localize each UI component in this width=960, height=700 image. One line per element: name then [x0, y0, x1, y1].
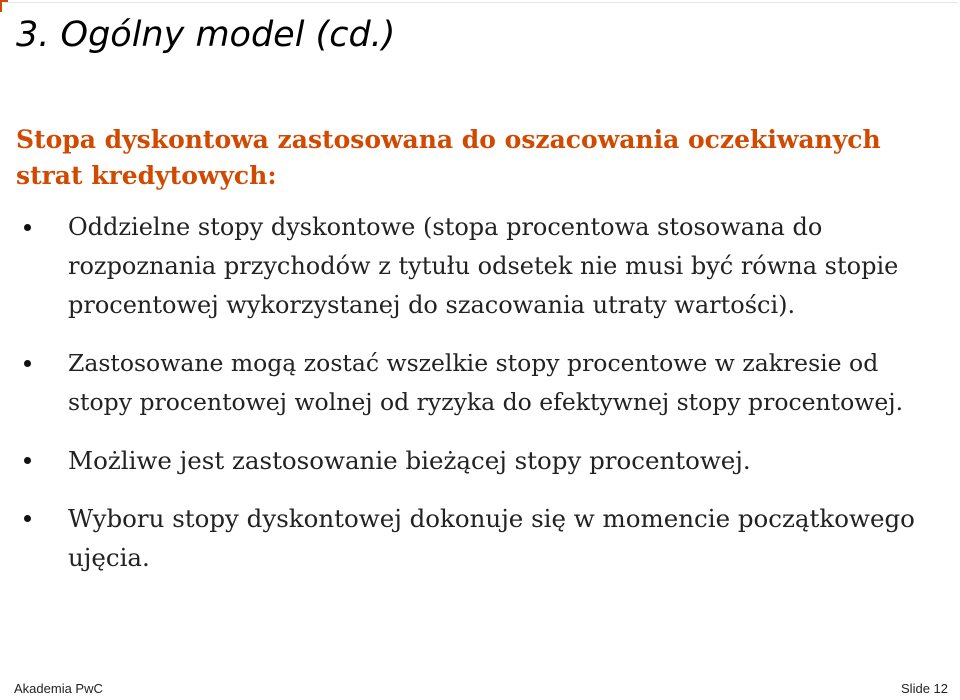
bullet-list	[0, 208, 960, 596]
bullet-dot-icon	[24, 224, 31, 231]
bullet-dot-icon	[24, 360, 31, 367]
slide-subtitle: Stopa dyskontowa zastosowana do oszacowania oczekiwanych strat kredytowych:	[16, 125, 881, 190]
bullet-dot-icon	[24, 457, 31, 464]
footer-slide-number: Slide 12	[901, 681, 948, 696]
footer-organization: Akademia PwC	[14, 681, 103, 696]
bullet-text: Wyboru stopy dyskontowej dokonuje się w momencie początkowego ujęcia.	[68, 504, 915, 572]
top-border-line	[4, 2, 958, 3]
bullet-item	[0, 344, 960, 422]
bullet-dot-icon	[24, 515, 31, 522]
bullet-item	[0, 441, 960, 480]
bullet-text: Oddzielne stopy dyskontowe (stopa procentowa stosowana do rozpoznania przychodów z tytułu odsetek nie musi być równa stopie procentowej wykorzystanej do szacowania utraty wartości).	[68, 213, 899, 319]
slide-title: 3. Ogólny model (cd.)	[16, 15, 396, 55]
bullet-item	[0, 499, 960, 577]
bullet-item	[0, 208, 960, 325]
bullet-text: Możliwe jest zastosowanie bieżącej stopy procentowej.	[68, 446, 751, 475]
bullet-text: Zastosowane mogą zostać wszelkie stopy procentowe w zakresie od stopy procentowej wolnej od ryzyka do efektywnej stopy procentowej.	[68, 349, 904, 416]
